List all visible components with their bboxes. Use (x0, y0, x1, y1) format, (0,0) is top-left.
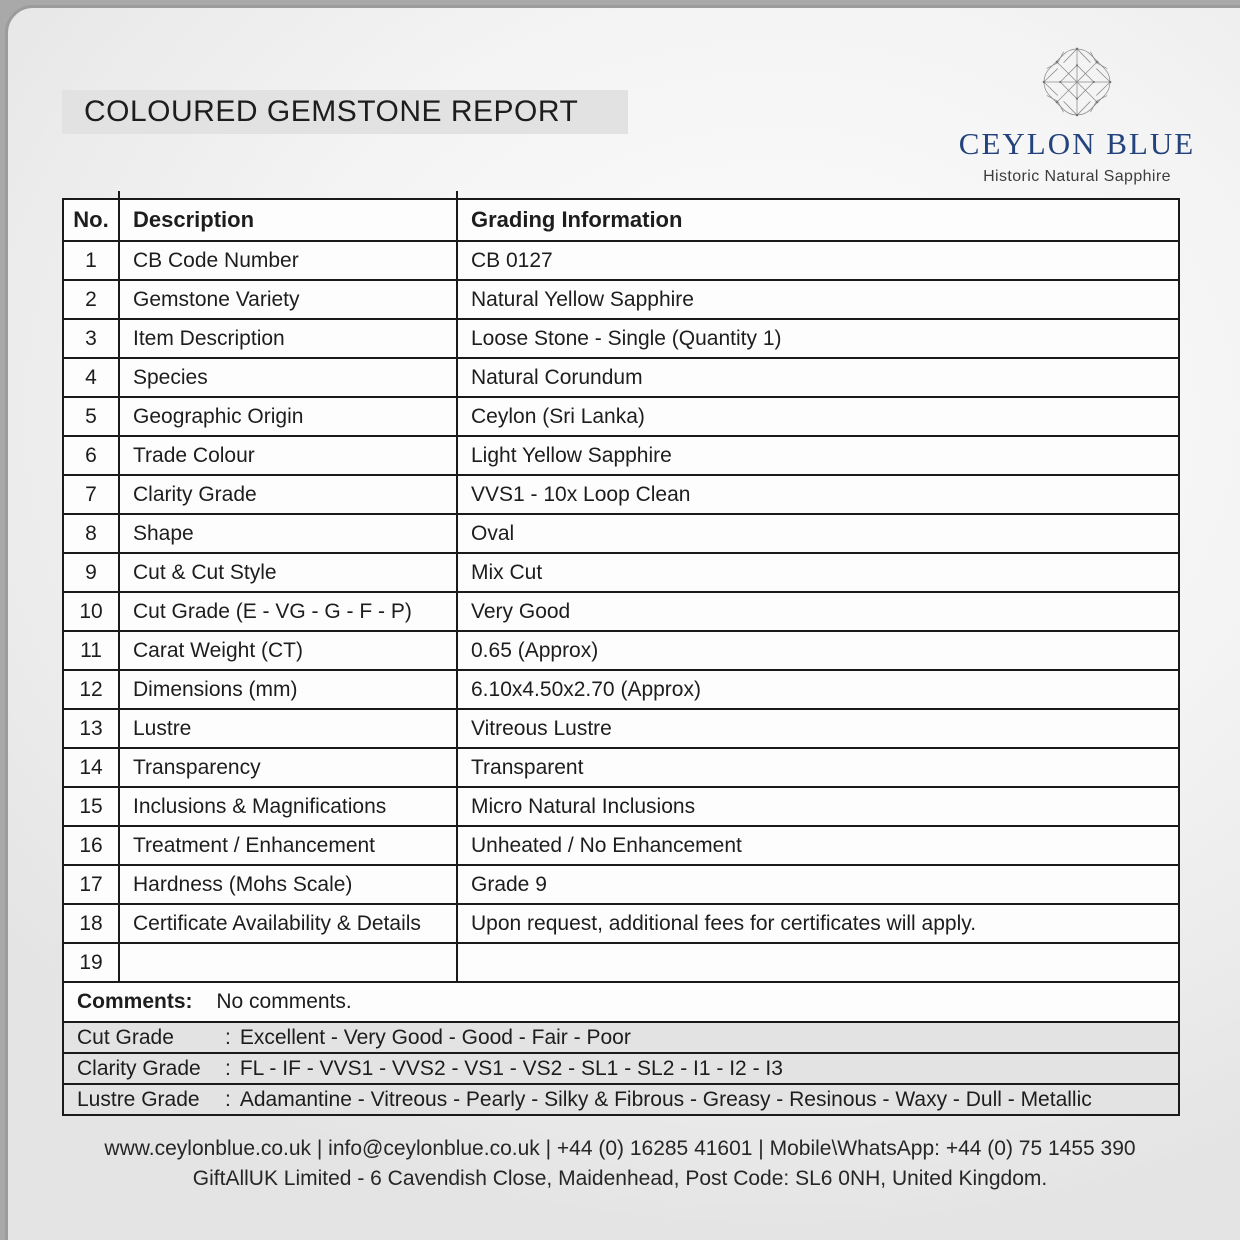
table-row (63, 787, 1179, 826)
grading-cell: Loose Stone - Single (Quantity 1) (457, 319, 1179, 358)
gem-wireframe-icon (1035, 40, 1119, 124)
row-number-cell: 7 (63, 475, 119, 514)
gemstone-report-table (62, 198, 1180, 1116)
description-cell: Hardness (Mohs Scale) (119, 865, 457, 904)
grade-key-row (63, 1084, 1179, 1115)
description-cell: Cut Grade (E - VG - G - F - P) (119, 592, 457, 631)
grading-cell: 0.65 (Approx) (457, 631, 1179, 670)
description-cell: Lustre (119, 709, 457, 748)
grade-key-separator: : (225, 1087, 231, 1111)
description-cell: Carat Weight (CT) (119, 631, 457, 670)
description-cell: Species (119, 358, 457, 397)
row-number-cell: 6 (63, 436, 119, 475)
grade-key-values: Adamantine - Vitreous - Pearly - Silky & Fibrous - Greasy - Resinous - Waxy - Dull - Metallic (239, 1087, 1092, 1111)
column-header-no: No. (63, 199, 119, 241)
table-row (63, 826, 1179, 865)
grade-key-values: Excellent - Very Good - Good - Fair - Poor (239, 1025, 631, 1049)
column-header-description: Description (119, 199, 457, 241)
grading-cell: Unheated / No Enhancement (457, 826, 1179, 865)
comments-label: Comments: (77, 990, 193, 1013)
grading-cell: Natural Yellow Sapphire (457, 280, 1179, 319)
description-cell: Treatment / Enhancement (119, 826, 457, 865)
row-number-cell: 10 (63, 592, 119, 631)
description-cell: Cut & Cut Style (119, 553, 457, 592)
row-number-cell: 3 (63, 319, 119, 358)
grading-cell (457, 943, 1179, 982)
description-cell: Gemstone Variety (119, 280, 457, 319)
row-number-cell: 2 (63, 280, 119, 319)
grading-cell: Oval (457, 514, 1179, 553)
description-cell: Trade Colour (119, 436, 457, 475)
table-row (63, 865, 1179, 904)
grade-key-label: Cut Grade (77, 1025, 174, 1049)
row-number-cell: 11 (63, 631, 119, 670)
grading-cell: Light Yellow Sapphire (457, 436, 1179, 475)
row-number-cell: 17 (63, 865, 119, 904)
grading-cell: 6.10x4.50x2.70 (Approx) (457, 670, 1179, 709)
table-row (63, 631, 1179, 670)
row-number-cell: 19 (63, 943, 119, 982)
footer-address-line: GiftAllUK Limited - 6 Cavendish Close, Maidenhead, Post Code: SL6 0NH, United Kingdom. (192, 1167, 1048, 1190)
grading-cell: Grade 9 (457, 865, 1179, 904)
description-cell: Transparency (119, 748, 457, 787)
grading-cell: CB 0127 (457, 241, 1179, 280)
table-row (63, 904, 1179, 943)
grading-cell: VVS1 - 10x Loop Clean (457, 475, 1179, 514)
description-cell: Item Description (119, 319, 457, 358)
table-row (63, 241, 1179, 280)
description-cell: Clarity Grade (119, 475, 457, 514)
description-cell: Dimensions (mm) (119, 670, 457, 709)
table-row (63, 553, 1179, 592)
description-cell: Inclusions & Magnifications (119, 787, 457, 826)
table-row (63, 943, 1179, 982)
table-row (63, 319, 1179, 358)
row-number-cell: 12 (63, 670, 119, 709)
table-row (63, 358, 1179, 397)
description-cell: Geographic Origin (119, 397, 457, 436)
grading-cell: Micro Natural Inclusions (457, 787, 1179, 826)
grade-key-row (63, 1053, 1179, 1084)
grade-key-separator: : (225, 1056, 231, 1080)
grading-cell: Upon request, additional fees for certificates will apply. (457, 904, 1179, 943)
footer (0, 1134, 1240, 1194)
grading-cell: Ceylon (Sri Lanka) (457, 397, 1179, 436)
grade-key-separator: : (225, 1025, 231, 1049)
table-header-row (63, 199, 1179, 241)
row-number-cell: 15 (63, 787, 119, 826)
grade-key-label: Lustre Grade (77, 1087, 200, 1111)
description-cell: CB Code Number (119, 241, 457, 280)
grading-cell: Natural Corundum (457, 358, 1179, 397)
grading-cell: Mix Cut (457, 553, 1179, 592)
table-row (63, 475, 1179, 514)
row-number-cell: 8 (63, 514, 119, 553)
row-number-cell: 1 (63, 241, 119, 280)
brand-name: CEYLON BLUE (958, 126, 1196, 161)
comments-row (63, 982, 1179, 1022)
grade-key-label: Clarity Grade (77, 1056, 201, 1080)
table-row (63, 748, 1179, 787)
table-row (63, 709, 1179, 748)
description-cell (119, 943, 457, 982)
row-number-cell: 18 (63, 904, 119, 943)
brand-logo (957, 40, 1197, 186)
table-row (63, 592, 1179, 631)
table-row (63, 397, 1179, 436)
row-number-cell: 13 (63, 709, 119, 748)
row-number-cell: 4 (63, 358, 119, 397)
column-header-grading: Grading Information (457, 199, 1179, 241)
grade-key-values: FL - IF - VVS1 - VVS2 - VS1 - VS2 - SL1 - SL2 - I1 - I2 - I3 (239, 1056, 783, 1080)
grading-cell: Vitreous Lustre (457, 709, 1179, 748)
grade-key-row (63, 1022, 1179, 1053)
footer-contact-line: www.ceylonblue.co.uk | info@ceylonblue.co.uk | +44 (0) 16285 41601 | Mobile\WhatsApp: +44 (0) 75 1455 390 (104, 1137, 1136, 1160)
grading-cell: Transparent (457, 748, 1179, 787)
brand-tagline: Historic Natural Sapphire (983, 168, 1171, 185)
grading-cell: Very Good (457, 592, 1179, 631)
row-number-cell: 16 (63, 826, 119, 865)
page-title: COLOURED GEMSTONE REPORT (62, 90, 628, 134)
row-number-cell: 9 (63, 553, 119, 592)
description-cell: Certificate Availability & Details (119, 904, 457, 943)
table-row (63, 670, 1179, 709)
table-row (63, 514, 1179, 553)
row-number-cell: 14 (63, 748, 119, 787)
description-cell: Shape (119, 514, 457, 553)
table-row (63, 436, 1179, 475)
row-number-cell: 5 (63, 397, 119, 436)
table-row (63, 280, 1179, 319)
comments-text: No comments. (216, 990, 352, 1013)
